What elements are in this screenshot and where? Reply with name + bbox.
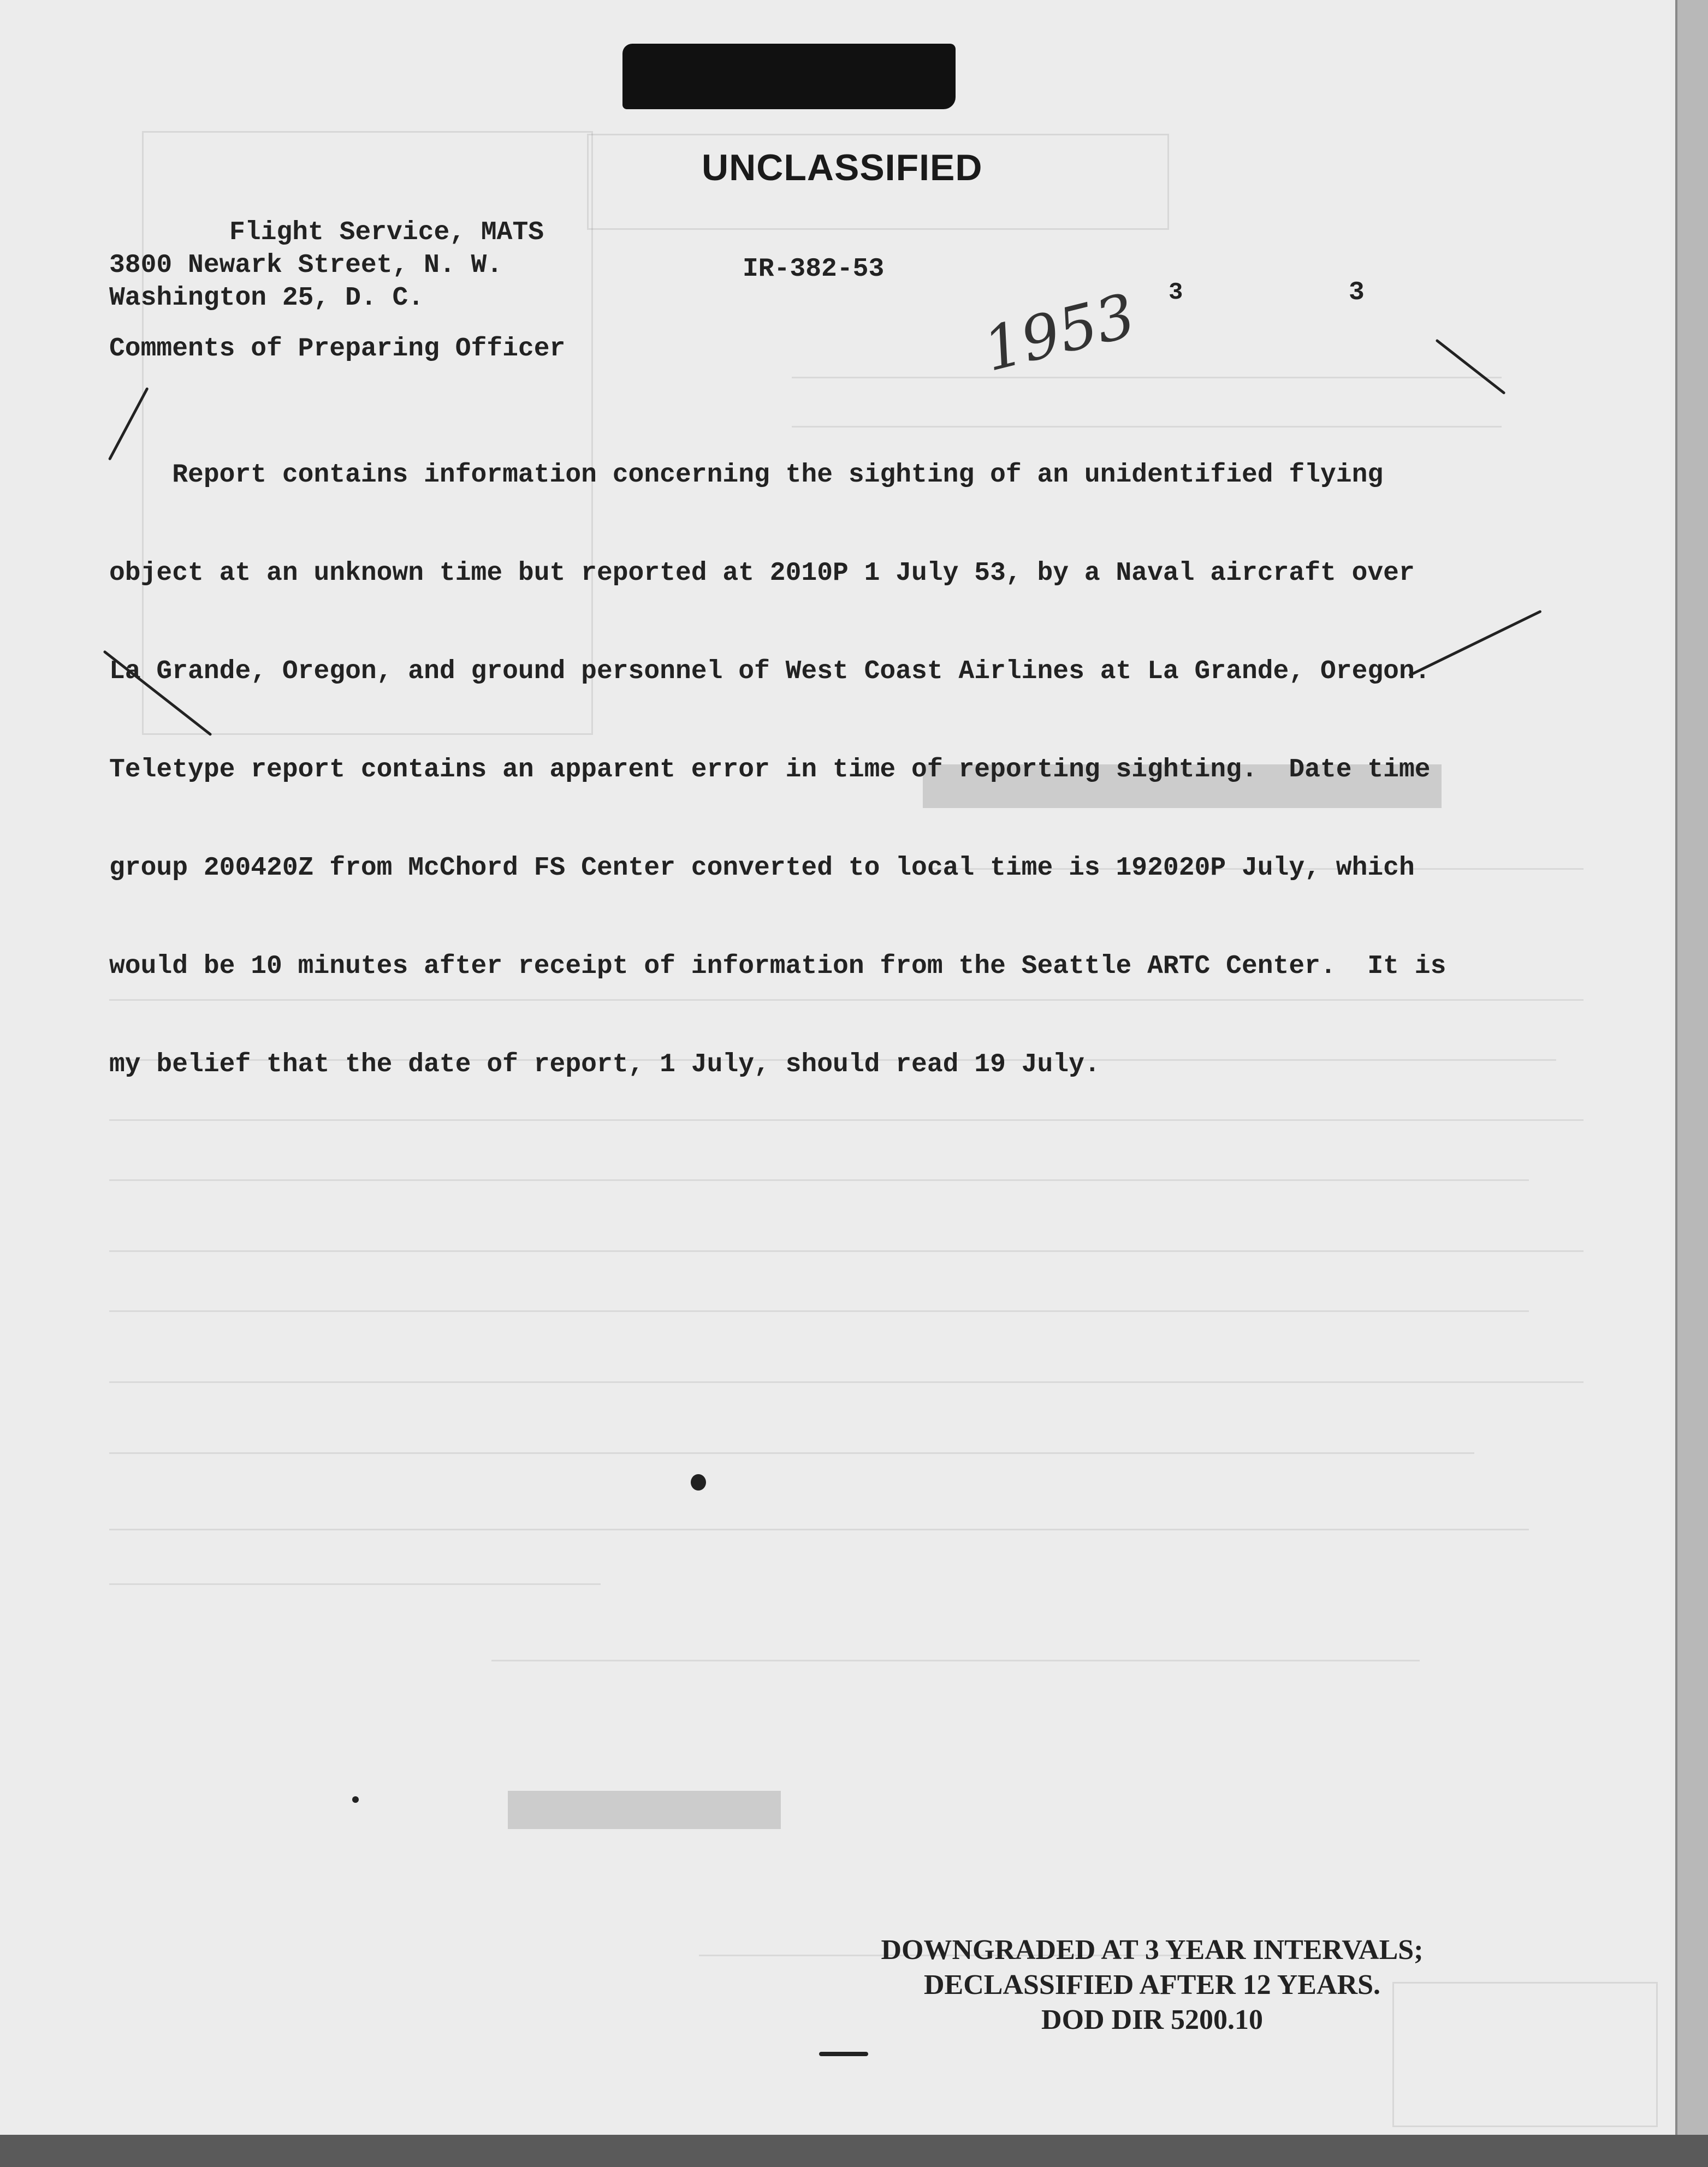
paragraph-line: group 200420Z from McChord FS Center converted to local time is 192020P July, which	[109, 853, 1415, 883]
directive-line: DOD DIR 5200.10	[1041, 2004, 1263, 2035]
comments-paragraph	[109, 393, 1518, 1147]
ink-speck	[352, 1796, 359, 1803]
ink-speck	[819, 2052, 868, 2056]
paragraph-line: my belief that the date of report, 1 July, should read 19 July.	[109, 1050, 1100, 1079]
sender-street: 3800 Newark Street, N. W.	[109, 251, 503, 280]
paragraph-line: La Grande, Oregon, and ground personnel of West Coast Airlines at La Grande, Oregon.	[109, 657, 1431, 686]
page-mark-number: 3	[1349, 278, 1365, 307]
paragraph-line: Teletype report contains an apparent error in time of reporting sighting. Date time	[109, 755, 1431, 785]
scan-edge-right	[1675, 0, 1708, 2167]
sender-city: Washington 25, D. C.	[109, 283, 424, 313]
declassify-line: DECLASSIFIED AFTER 12 YEARS.	[923, 1969, 1381, 2000]
section-title: Comments of Preparing Officer	[109, 334, 566, 364]
handwritten-year-note: 1953	[976, 280, 1142, 385]
downgrade-line: DOWNGRADED AT 3 YEAR INTERVALS;	[881, 1934, 1424, 1966]
page-mark-small: 3	[1169, 279, 1183, 306]
report-number: IR-382-53	[743, 254, 885, 284]
downgrade-stamp	[797, 1933, 1507, 2038]
paragraph-line: would be 10 minutes after receipt of information from the Seattle ARTC Center. It is	[109, 952, 1446, 981]
paragraph-line: object at an unknown time but reported at 2010P 1 July 53, by a Naval aircraft over	[109, 559, 1415, 588]
sender-office: Flight Service, MATS	[229, 218, 544, 247]
scan-edge-bottom	[0, 2135, 1708, 2167]
redaction-bar	[622, 44, 956, 109]
paragraph-line: Report contains information concerning the sighting of an unidentified flying	[109, 460, 1384, 490]
classification-marking: UNCLASSIFIED	[702, 147, 983, 188]
ink-speck	[691, 1474, 706, 1491]
bracket-mark-top-right	[1435, 339, 1505, 395]
